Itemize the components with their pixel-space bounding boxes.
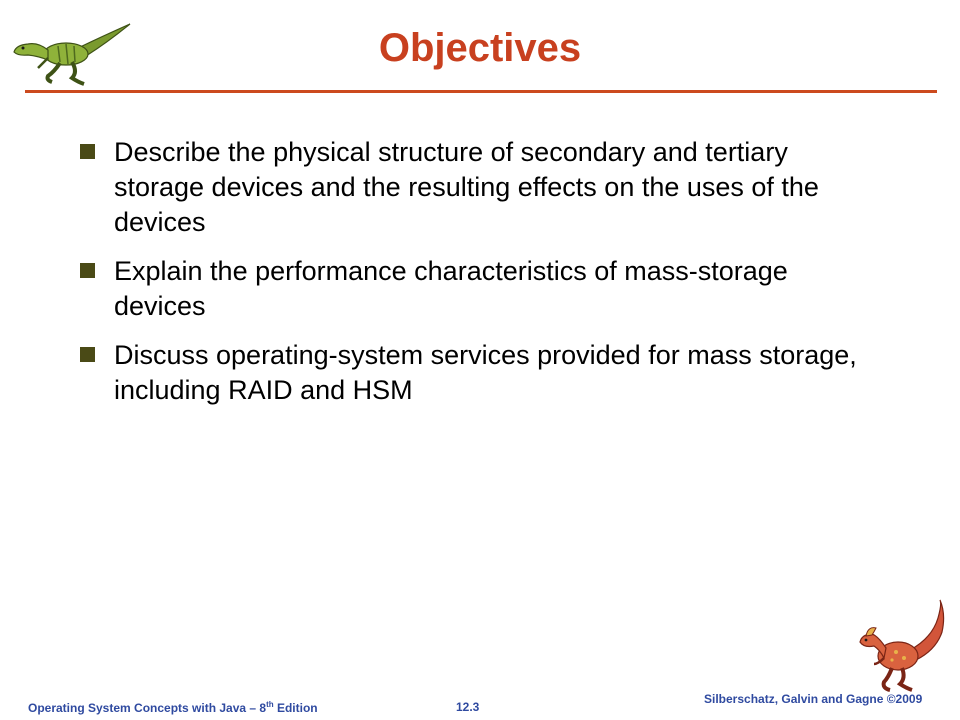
footer-copyright: Silberschatz, Galvin and Gagne ©2009 xyxy=(704,692,923,706)
square-bullet-icon xyxy=(80,347,95,362)
footer-book-title xyxy=(28,700,318,715)
footer-book-sup: th xyxy=(266,700,274,709)
bullet-text: Describe the physical structure of secondary and tertiary storage devices and the resulting effects on the uses of the devices xyxy=(114,137,819,237)
footer-book-prefix: Operating System Concepts with Java – 8 xyxy=(28,701,267,715)
bullet-text: Discuss operating-system services provided for mass storage, including RAID and HSM xyxy=(114,340,857,405)
bullet-item xyxy=(80,135,860,240)
title-divider xyxy=(25,90,937,93)
footer-page-number: 12.3 xyxy=(456,700,480,714)
slide-title: Objectives xyxy=(378,26,582,70)
footer-book-suffix: Edition xyxy=(273,701,318,715)
square-bullet-icon xyxy=(80,144,95,159)
square-bullet-icon xyxy=(80,263,95,278)
red-dinosaur-logo-icon xyxy=(852,598,947,694)
bullet-text: Explain the performance characteristics of mass-storage devices xyxy=(114,256,788,321)
bullet-item xyxy=(80,338,860,408)
bullet-item xyxy=(80,254,860,324)
objectives-list xyxy=(80,135,860,422)
